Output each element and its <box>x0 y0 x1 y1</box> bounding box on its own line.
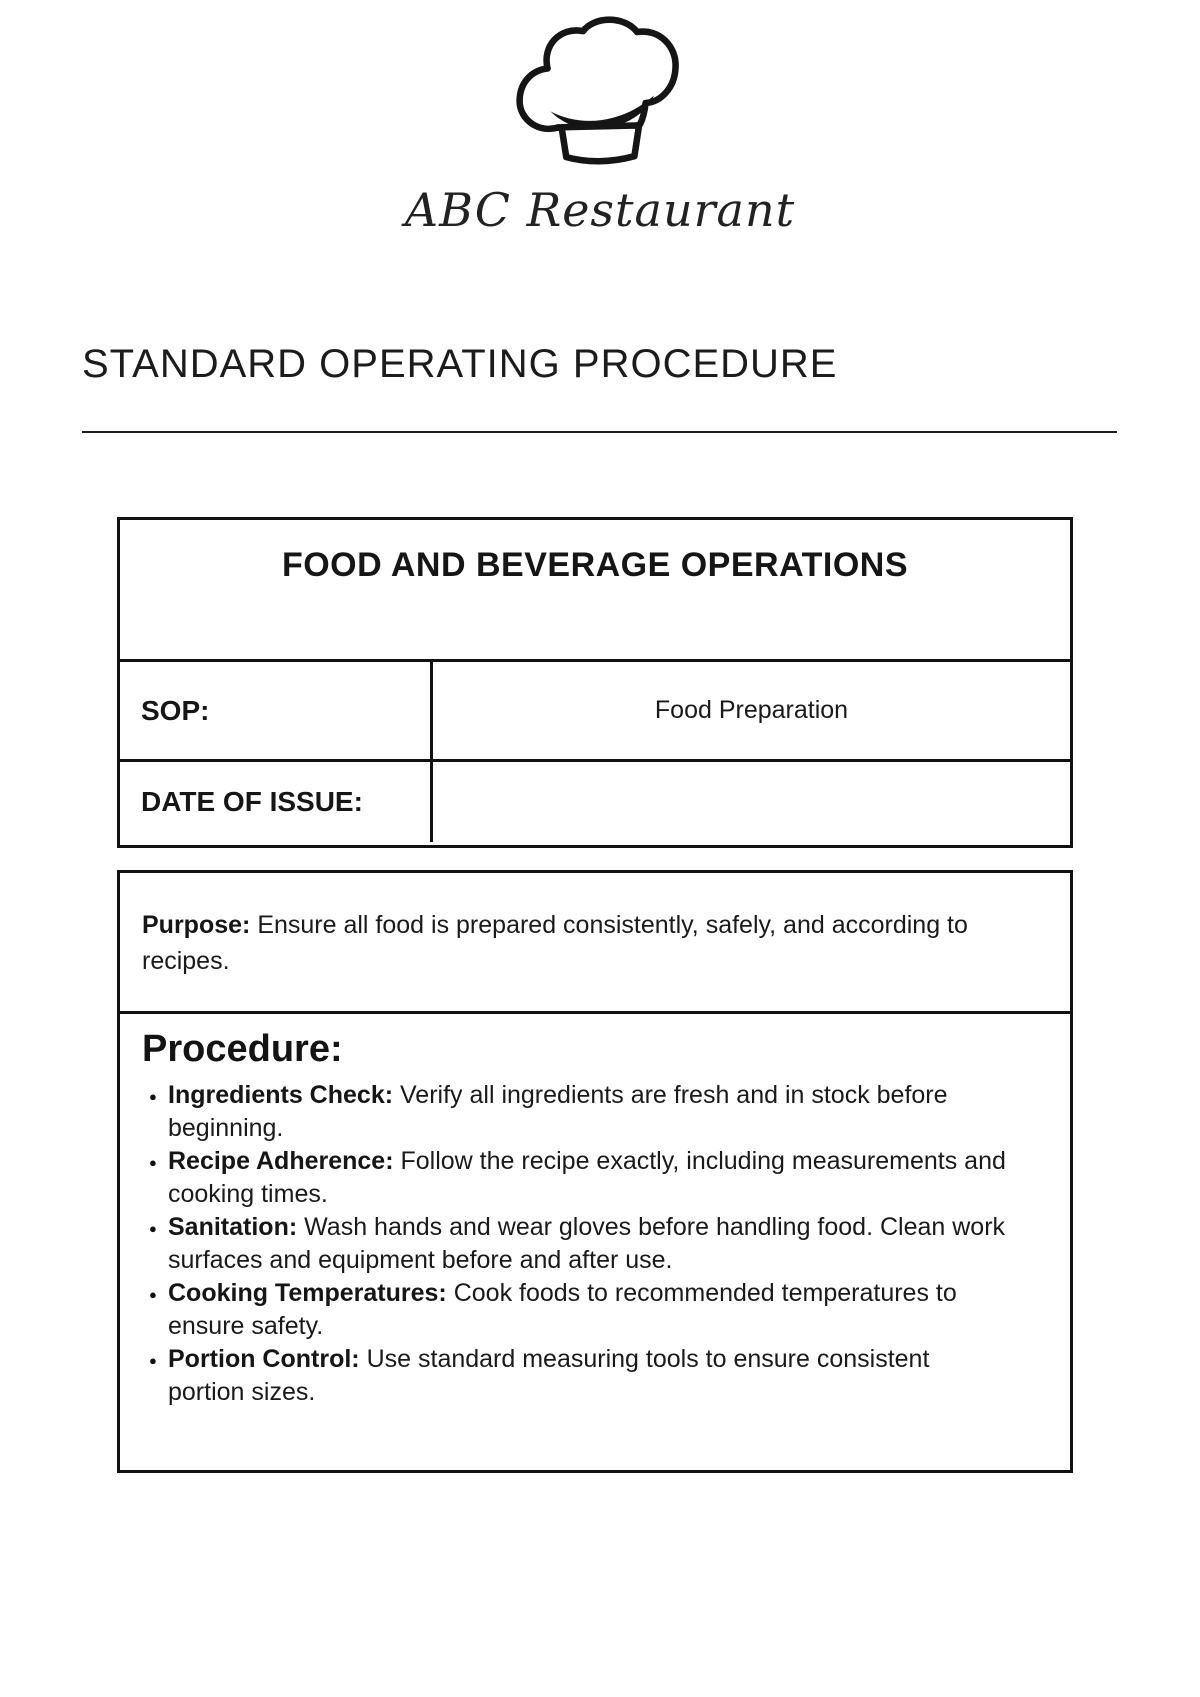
date-of-issue-value <box>433 762 1070 842</box>
chef-hat-icon <box>500 10 696 182</box>
procedure-item-label: Portion Control: <box>168 1345 360 1373</box>
sop-label: SOP: <box>120 662 433 759</box>
procedure-item-text: Use standard measuring tools to ensure consistent portion sizes. <box>168 1345 930 1406</box>
procedure-item-label: Sanitation: <box>168 1213 298 1241</box>
procedure-section <box>120 1014 1070 1409</box>
table-header: FOOD AND BEVERAGE OPERATIONS <box>120 520 1070 662</box>
sop-content-box <box>117 870 1073 1473</box>
procedure-item-text: Follow the recipe exactly, including measurements and cooking times. <box>168 1147 1006 1208</box>
procedure-item <box>168 1211 1010 1277</box>
procedure-item <box>168 1079 1010 1145</box>
title-divider <box>82 431 1117 433</box>
procedure-item-text: Verify all ingredients are fresh and in stock before beginning. <box>168 1081 948 1142</box>
procedure-item <box>168 1145 1010 1211</box>
purpose-label: Purpose: <box>142 911 251 939</box>
procedure-list <box>142 1079 1046 1409</box>
purpose-paragraph <box>142 907 1046 979</box>
restaurant-name: ABC Restaurant <box>404 183 796 237</box>
procedure-item-text: Wash hands and wear gloves before handling food. Clean work surfaces and equipment before and after use. <box>168 1213 1006 1274</box>
page-title: STANDARD OPERATING PROCEDURE <box>82 342 838 386</box>
procedure-item-text: Cook foods to recommended temperatures to ensure safety. <box>168 1279 957 1340</box>
procedure-heading: Procedure: <box>142 1028 343 1070</box>
procedure-item-label: Ingredients Check: <box>168 1081 394 1109</box>
procedure-item <box>168 1343 1010 1409</box>
table-row <box>120 662 1070 762</box>
procedure-item-label: Recipe Adherence: <box>168 1147 394 1175</box>
procedure-item-label: Cooking Temperatures: <box>168 1279 447 1307</box>
sop-info-table <box>117 517 1073 848</box>
table-row <box>120 762 1070 842</box>
purpose-section <box>120 873 1070 1014</box>
purpose-text: Ensure all food is prepared consistently, safely, and according to recipes. <box>142 911 968 975</box>
date-of-issue-label: DATE OF ISSUE: <box>120 762 433 842</box>
procedure-item <box>168 1277 1010 1343</box>
sop-value: Food Preparation <box>654 696 849 724</box>
